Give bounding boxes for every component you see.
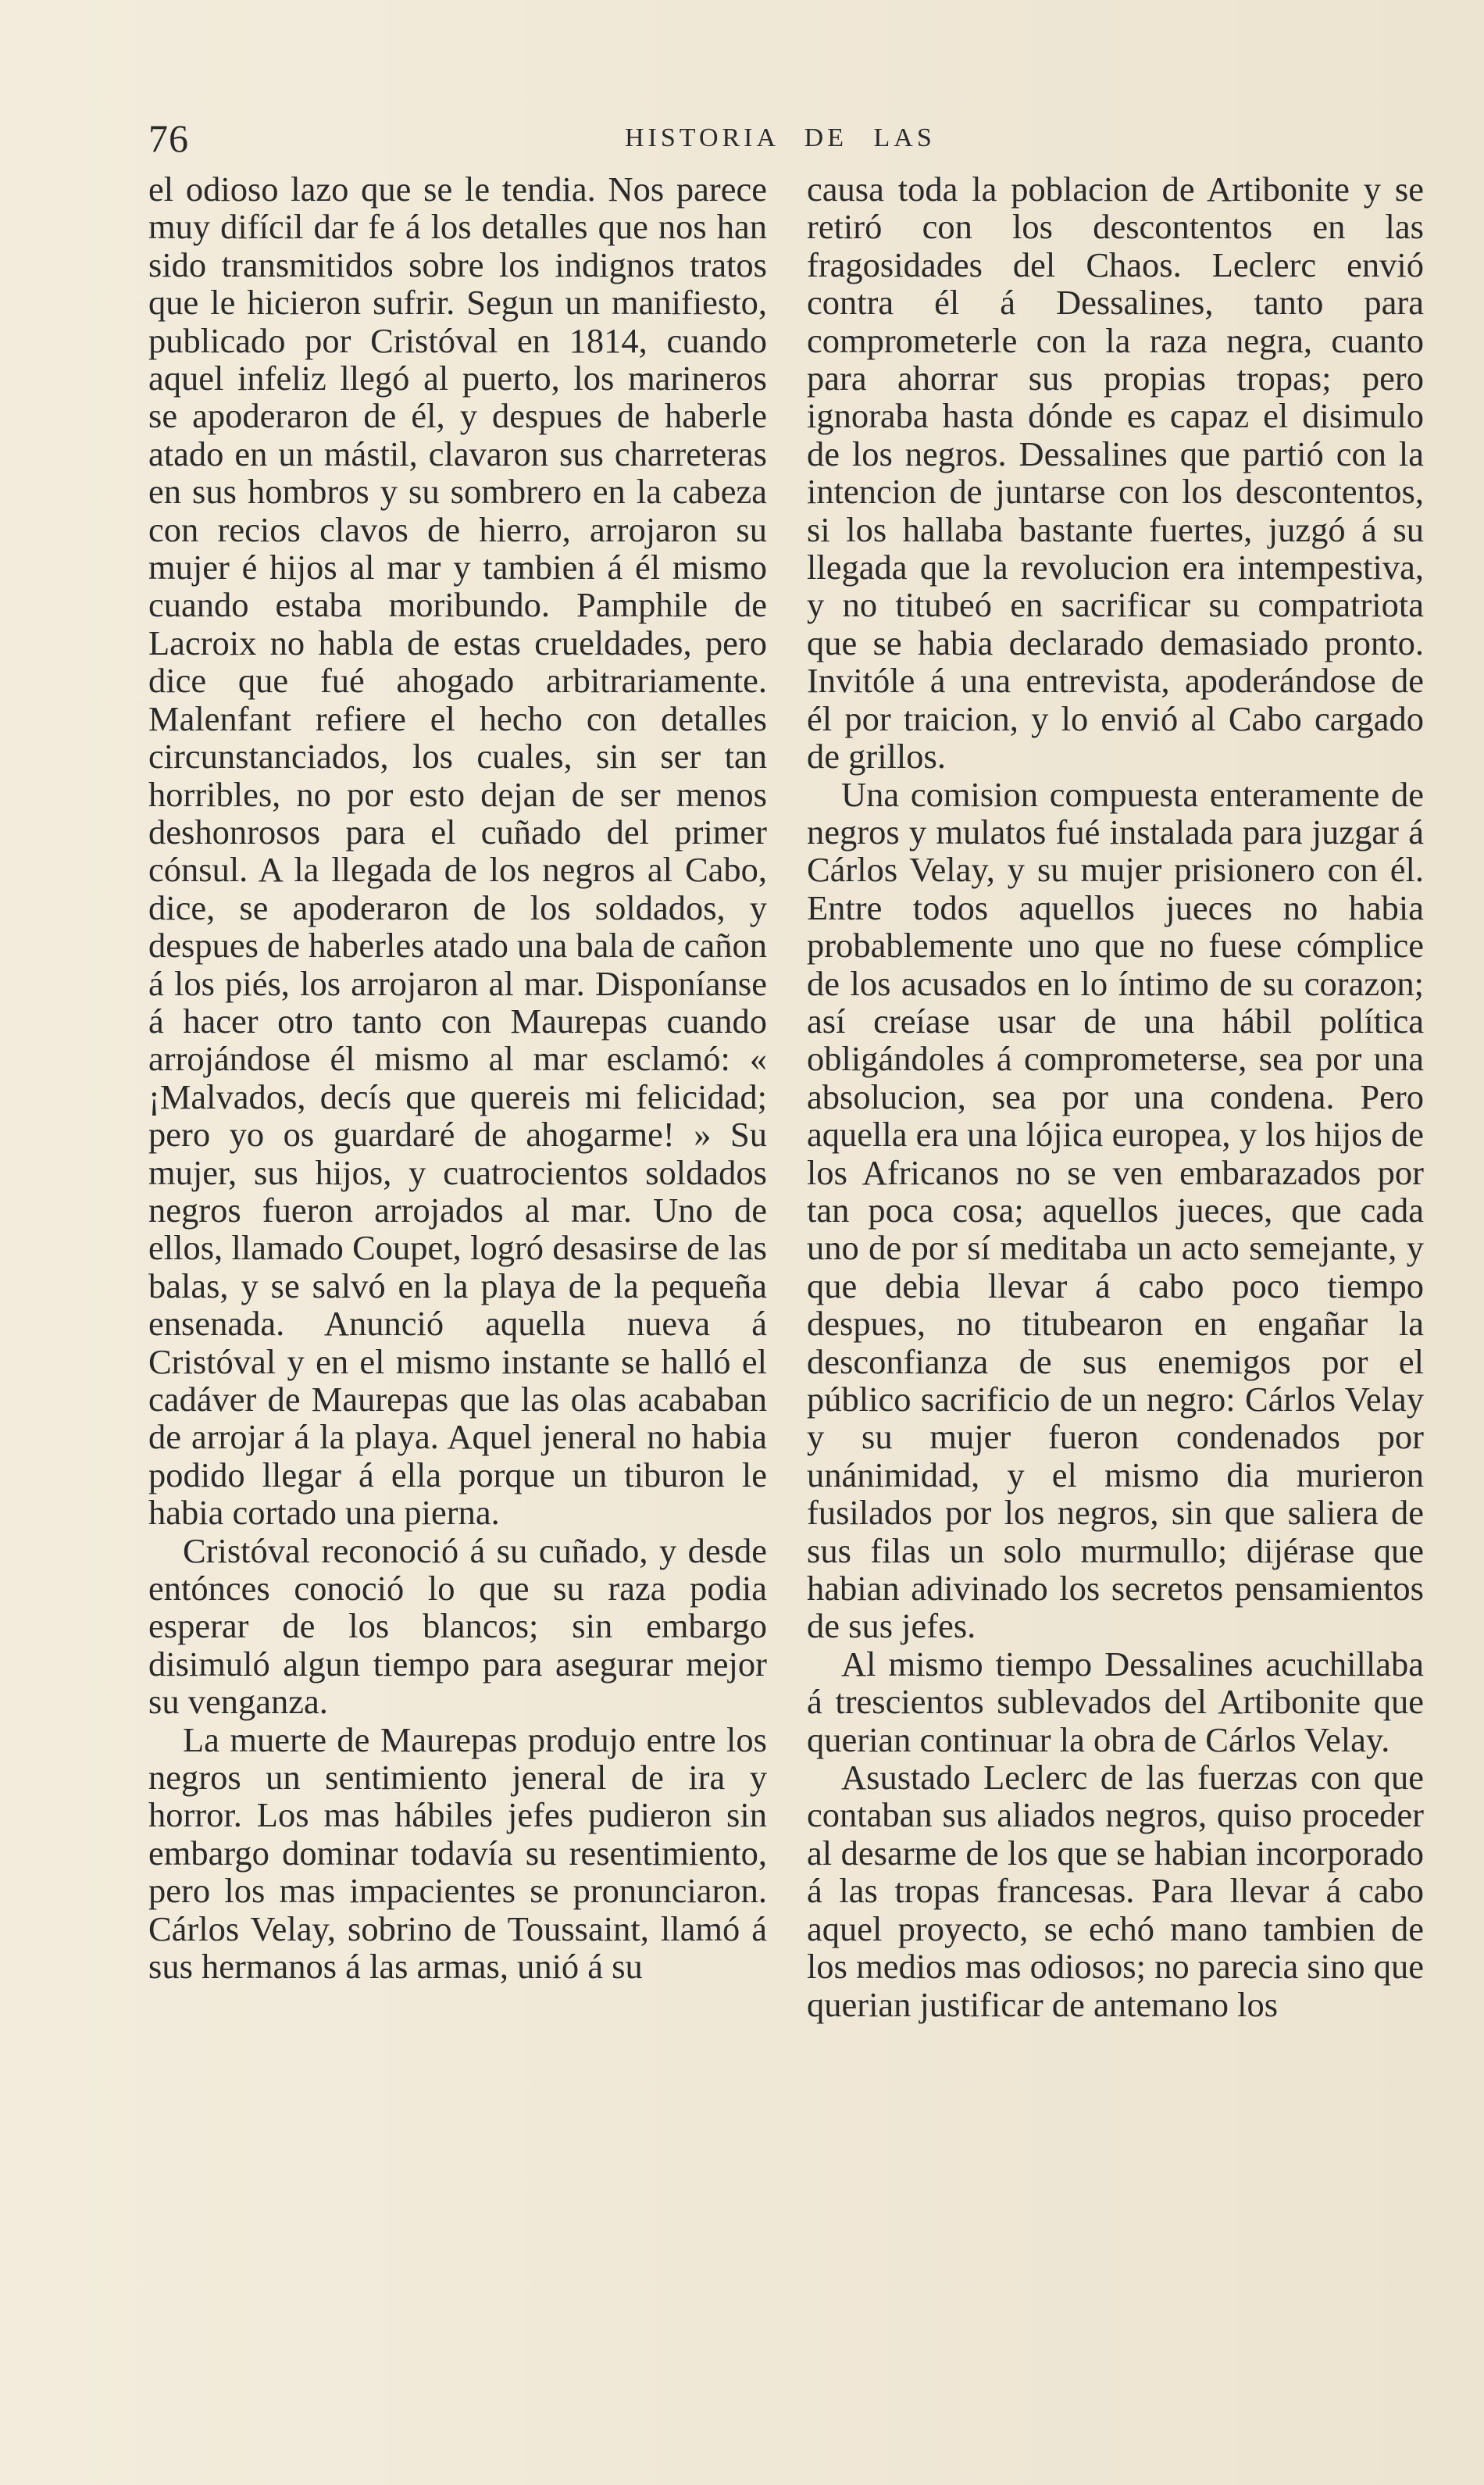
paragraph: el odioso lazo que se le tendia. Nos parece muy difícil dar fe á los detalles que nos han sido transmitidos sobre los indignos tratos que le hicieron sufrir. Segun un manifiesto, publicado por Cristóval en 1814, cuando aquel infeliz llegó al puerto, los marineros se apoderaron de él, y despues de haberle atado en un mástil, clavaron sus charreteras en sus hombros y su sombrero en la cabeza con recios clavos de hierro, arrojaron su mujer é hijos al mar y tambien á él mismo cuando estaba moribundo. Pamphile de Lacroix no habla de estas crueldades, pero dice que fué ahogado arbitrariamente. Malenfant refiere el hecho con detalles circunstanciados, los cuales, sin ser tan horribles, no por esto dejan de ser menos deshonrosos para el cuñado del primer cónsul. A la llegada de los negros al Cabo, dice, se apoderaron de los soldados, y despues de haberles atado una bala de cañon á los piés, los arrojaron al mar. Disponíanse á hacer otro tanto con Maurepas cuando arrojándose él mismo al mar esclamó: « ¡Malvados, decís que quereis mi felicidad; pero yo os guardaré de ahogarme! » Su mujer, sus hijos, y cuatrocientos soldados negros fueron arrojados al mar. Uno de ellos, llamado Coupet, logró desasirse de las balas, y se salvó en la playa de la pequeña ensenada. Anunció aquella nueva á Cristóval y en el mismo instante se halló el cadáver de Maurepas que las olas acababan de arrojar á la playa. Aquel jeneral no habia podido llegar á ella porque un tiburon le habia cortado una pierna.: [148, 170, 768, 1533]
running-title: HISTORIA DE LAS: [625, 123, 936, 152]
left-column: [148, 170, 767, 1986]
paragraph: Una comision compuesta enteramente de negros y mulatos fué instalada para juzgar á Cárlos Velay, y su mujer prisionero con él. Entre todos aquellos jueces no habia probablemente uno que no fuese cómplice de los acusados en lo íntimo de su corazon; así creíase usar de una hábil política obligándoles á comprometerse, sea por una absolucion, sea por una condena. Pero aquella era una lójica europea, y los hijos de los Africanos no se ven embarazados por tan poca cosa; aquellos jueces, que cada uno de por sí meditaba un acto semejante, y que debia llevar á cabo poco tiempo despues, no titubearon en engañar la desconfianza de sus enemigos por el público sacrificio de un negro: Cárlos Velay y su mujer fueron condenados por unánimidad, y el mismo dia murieron fusilados por los negros, sin que saliera de sus filas un solo murmullo; dijérase que habian adivinado los secretos pensamientos de sus jefes.: [807, 774, 1424, 1646]
right-column: [807, 170, 1424, 2023]
page-header: [148, 116, 1429, 162]
paragraph: La muerte de Maurepas produjo entre los negros un sentimiento jeneral de ira y horror. Los mas hábiles jefes pudieron sin embargo dominar todavía su resentimiento, pero los mas impacientes se pronunciaron. Cárlos Velay, sobrino de Toussaint, llamó á sus hermanos á las armas, unió á su: [148, 1719, 767, 1987]
page-number: 76: [148, 116, 189, 160]
paragraph: causa toda la poblacion de Artibonite y se retiró con los descontentos en las fragosidades del Chaos. Leclerc envió contra él á Dessalines, tanto para comprometerle con la raza negra, cuanto para ahorrar sus propias tropas; pero ignoraba hasta dónde es capaz el disimulo de los negros. Dessalines que partió con la intencion de juntarse con los descontentos, si los hallaba bastante fuertes, juzgó á su llegada que la revolucion era intempestiva, y no titubeó en sacrificar su compatriota que se habia declarado demasiado pronto. Invitóle á una entrevista, apoderándose de él por traicion, y lo envió al Cabo cargado de grillos.: [807, 170, 1424, 777]
paragraph: Asustado Leclerc de las fuerzas con que contaban sus aliados negros, quiso proceder al desarme de los que se habian incorporado á las tropas francesas. Para llevar á cabo aquel proyecto, se echó mano tambien de los medios mas odiosos; no parecia sino que querian justificar de antemano los: [807, 1758, 1424, 2024]
paragraph: Cristóval reconoció á su cuñado, y desde entónces conoció lo que su raza podia esperar de los blancos; sin embargo disimuló algun tiempo para asegurar mejor su venganza.: [148, 1530, 767, 1722]
paragraph: Al mismo tiempo Dessalines acuchillaba á trescientos sublevados del Artibonite que querian continuar la obra de Cárlos Velay.: [807, 1644, 1424, 1759]
